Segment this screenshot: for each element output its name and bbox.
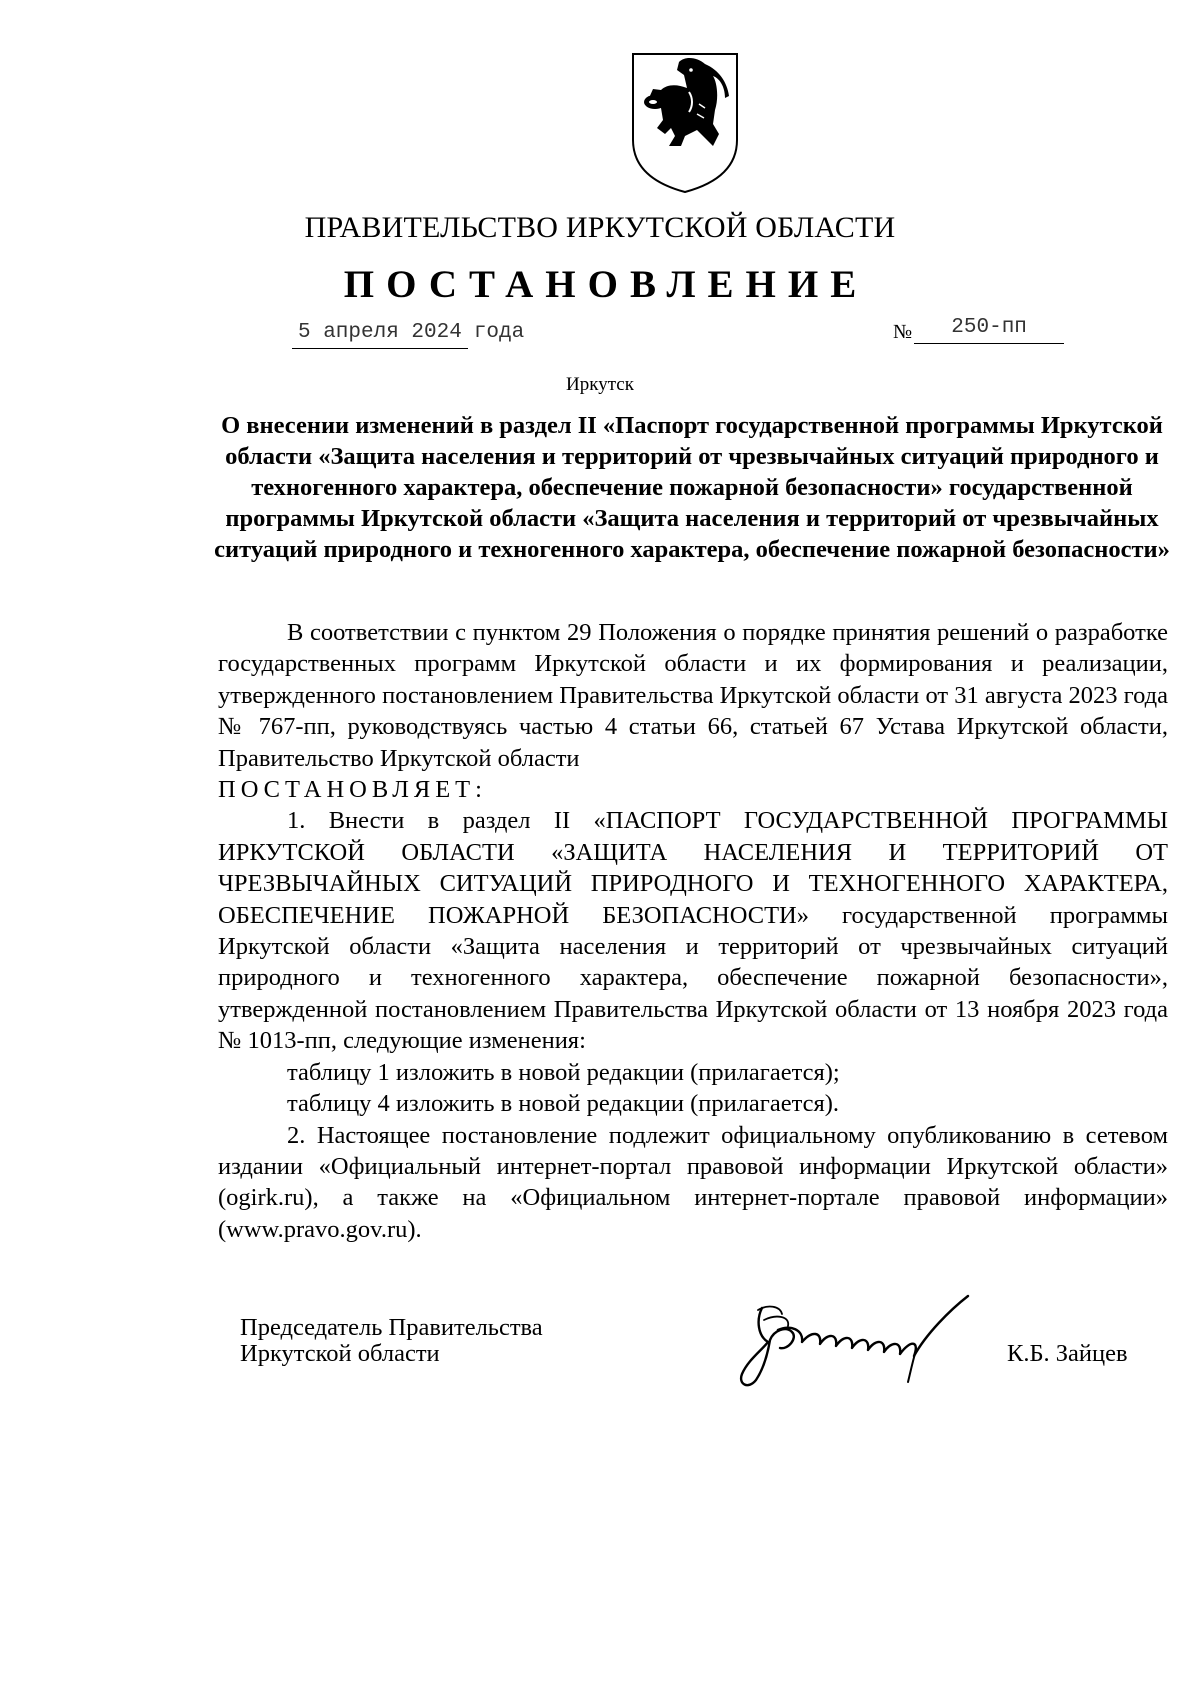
- preamble-paragraph: В соответствии с пунктом 29 Положения о порядке принятия решений о разработке государственных программ Иркутской области и их формирования и реализации, утвержденного постановлением Правительства Иркутской области от 31 августа 2023 года № 767-пп, руководствуясь частью 4 статьи 66, статьей 67 Устава Иркутской области, Правительство Иркутской области: [218, 619, 1168, 772]
- date-suffix: года: [473, 321, 525, 344]
- document-date: [292, 320, 524, 349]
- item-1-table-4: таблицу 4 изложить в новой редакции (прилагается).: [287, 1090, 840, 1118]
- date-value: 5 апреля 2024: [292, 320, 468, 349]
- number-value: 250-пп: [914, 314, 1064, 344]
- government-name: ПРАВИТЕЛЬСТВО ИРКУТСКОЙ ОБЛАСТИ: [304, 211, 896, 244]
- document-number: [893, 318, 1064, 350]
- signatory-name: К.Б. Зайцев: [1007, 1340, 1128, 1367]
- item-1-table-1: таблицу 1 изложить в новой редакции (прилагается);: [287, 1058, 840, 1086]
- number-sign: №: [893, 321, 913, 343]
- document-type: ПОСТАНОВЛЕНИЕ: [343, 263, 869, 306]
- document-body: [218, 617, 1168, 1245]
- position-line-2: Иркутской области: [240, 1340, 440, 1367]
- item-2-paragraph: 2. Настоящее постановление подлежит официальному опубликованию в сетевом издании «Официальный интернет-портал правовой информации Иркутской области» (ogirk.ru), а также на «Официальном интернет-портале правовой информации» (www.pravo.gov.ru).: [218, 1121, 1168, 1243]
- city-name: Иркутск: [566, 374, 634, 395]
- signature-icon: [728, 1290, 996, 1405]
- resolves-line: ПОСТАНОВЛЯЕТ:: [218, 776, 487, 804]
- coat-of-arms-icon: [627, 48, 743, 196]
- signatory-position: [240, 1315, 543, 1367]
- item-1-paragraph: 1. Внести в раздел II «ПАСПОРТ ГОСУДАРСТВЕННОЙ ПРОГРАММЫ ИРКУТСКОЙ ОБЛАСТИ «ЗАЩИТА НАСЕЛЕНИЯ И ТЕРРИТОРИЙ ОТ ЧРЕЗВЫЧАЙНЫХ СИТУАЦИЙ ПРИРОДНОГО И ТЕХНОГЕННОГО ХАРАКТЕРА, ОБЕСПЕЧЕНИЕ ПОЖАРНОЙ БЕЗОПАСНОСТИ» государственной программы Иркутской области «Защита населения и территорий от чрезвычайных ситуаций природного и техногенного характера, обеспечение пожарной безопасности», утвержденной постановлением Правительства Иркутской области от 13 ноября 2023 года № 1013-пп, следующие изменения:: [218, 807, 1168, 1055]
- position-line-1: Председатель Правительства: [240, 1314, 543, 1341]
- document-heading: О внесении изменений в раздел II «Паспорт государственной программы Иркутской области «Защита населения и территорий от чрезвычайных ситуаций природного и техногенного характера, обеспечение пожарной безопасности» государственной программы Иркутской области «Защита населения и территорий от чрезвычайных ситуаций природного и техногенного характера, обеспечение пожарной безопасности»: [214, 412, 1170, 563]
